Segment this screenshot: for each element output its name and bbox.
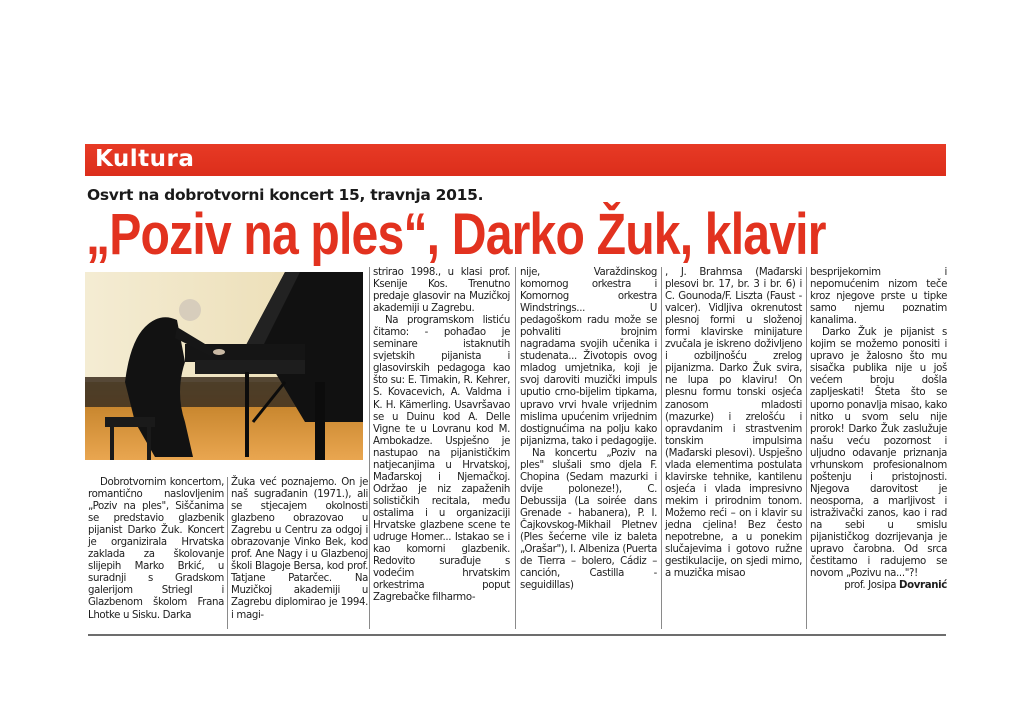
paragraph: strirao 1998., u klasi prof. Ksenije Kos. Trenutno predaje glasovir na Muzičkoj akademiji u Zagrebu. [373,267,510,315]
author-surname: Dovranić [899,580,947,592]
paragraph: Dobrotvornim koncertom, romantično naslovljenim „Poziv na ples", Siščanima se predstavio glazbenik pijanist Darko Žuk. Koncert je organizirala Hrvatska zaklada za školovanje slijepih Marko Brkić, u suradnji s Gradskom galerijom Striegl i Glazbenom školom Frana Lhotke u Sisku. Darka [88,477,224,621]
column-divider [227,477,228,629]
article-column-4 [520,267,657,592]
article-column-2 [231,477,368,622]
author-prefix: prof. Josipa [844,580,897,592]
column-divider [806,267,807,629]
column-divider [661,267,662,629]
article-kicker: Osvrt na dobrotvorni koncert 15, travnja 2015. [87,186,484,204]
article-headline: „Poziv na ples“, Darko Žuk, klavir [86,202,826,267]
section-label: Kultura [95,146,195,172]
section-banner [85,144,946,176]
author-byline [810,580,947,592]
bottom-rule [88,634,946,636]
paragraph: nije, Varaždinskog komornog orkestra i Komornog orkestra Windstrings... U pedagoškom radu može se pohvaliti brojnim nagradama svojih učenika i studenata... Životopis ovog mladog umjetnika, koji je svoj daroviti muzički impuls uputio crno-bijelim tipkama, upravo vrvi hvale vrijednim mislima upućenim vrijednim dostignućima na polju kako pijanizma, tako i pedagogije. [520,267,657,447]
article-column-1 [88,477,224,622]
paragraph: Na programskom listiću čitamo: - pohađao je seminare istaknutih svjetskih pijanista i glasovirskih pedagoga kao što su: E. Timakin, R. Kehrer, S. Kovacevich, A. Valdma i K. H. Kämerling. Usavršavao se u Duinu kod A. Delle Vigne te u Lovranu kod M. Ambokadze. Uspješno je nastupao na pijanističkim natjecanjima u Hrvatskoj, Mađarskoj i Njemačkoj. Održao je niz zapaženih solističkih recitala, među ostalima i u organizaciji Hrvatske glazbene scene te udruge Homer... Istakao se i kao komorni glazbenik. Redovito surađuje s vodećim hrvatskim orkestrima poput Zagrebačke filharmo- [373,315,510,604]
article-column-5 [665,267,802,580]
article-column-3 [373,267,510,604]
paragraph: Žuka već poznajemo. On je naš sugrađanin (1971.), ali se stjecajem okolnosti glazbeno obrazovao u Zagrebu u Centru za odgoj i obrazovanje Vinko Bek, kod prof. Ane Nagy i u Glazbenoj školi Blagoje Bersa, kod prof. Tatjane Patarčec. Na Muzičkoj akademiji u Zagrebu diplomirao je 1994. i magi- [231,477,368,621]
paragraph: besprijekornim i nepomućenim nizom teče kroz njegove prste u tipke samo njemu poznatim kanalima. [810,267,947,327]
pianist-at-piano-illustration [85,272,363,460]
paragraph: Na koncertu „Poziv na ples" slušali smo djela F. Chopina (Sedam mazurki i dvije poloneze!), C. Debussija (La soirée dans Grenade - habanera), P. I. Čajkovskog-Mikhail Pletnev (Ples šećerne vile iz baleta „Orašar"), I. Albeniza (Puerta de Tierra – bolero, Cádiz – canción, Castilla - seguidillas) [520,447,657,592]
paragraph: Darko Žuk je pijanist s kojim se možemo ponositi i upravo je žalosno što mu sisačka publika nije u još većem broju došla zapljeskati! Šteta što se uporno ponavlja misao, kako nitko u svom selu nije prorok! Darko Žuk zaslužuje našu veću pozornost i uljudno odavanje priznanja vrhunskom profesionalnom poštenju i pristojnosti. Njegova darovitost je neosporna, a marljivost i istraživački zanos, kao i rad na sebi u smislu pijanističkog dozrijevanja je upravo čarobna. Od srca čestitamo i radujemo se novom „Pozivu na..."?! [810,327,947,580]
article-column-6 [810,267,947,592]
column-divider [369,267,370,629]
pianist-photo [85,272,363,460]
paragraph: , J. Brahmsa (Mađarski plesovi br. 17, br. 3 i br. 6) i C. Gounoda/F. Liszta (Faust - valcer). Vidljiva okrenutost plesnoj formi u složenoj formi klavirske minijature zvučala je iskreno doživljeno i ozbiljnošću zrelog pijanizma. Darko Žuk svira, ne lupa po klaviru! On plesnu formu tonski osjeća zanosom mladosti (mazurke) i zrelošću i opravdanim i strastvenim tonskim impulsima (Mađarski plesovi). Uspješno vlada elementima postulata klavirske tehnike, kantilenu osjeća i vlada impresivno mekim i prirodnim tonom. Možemo reći – on i klavir su jedna cjelina! Bez često nepotrebne, a u ponekim slučajevima i gotovo ružne gestikulacije, on sjedi mirno, a muzička misao [665,267,802,580]
column-divider [515,267,516,629]
